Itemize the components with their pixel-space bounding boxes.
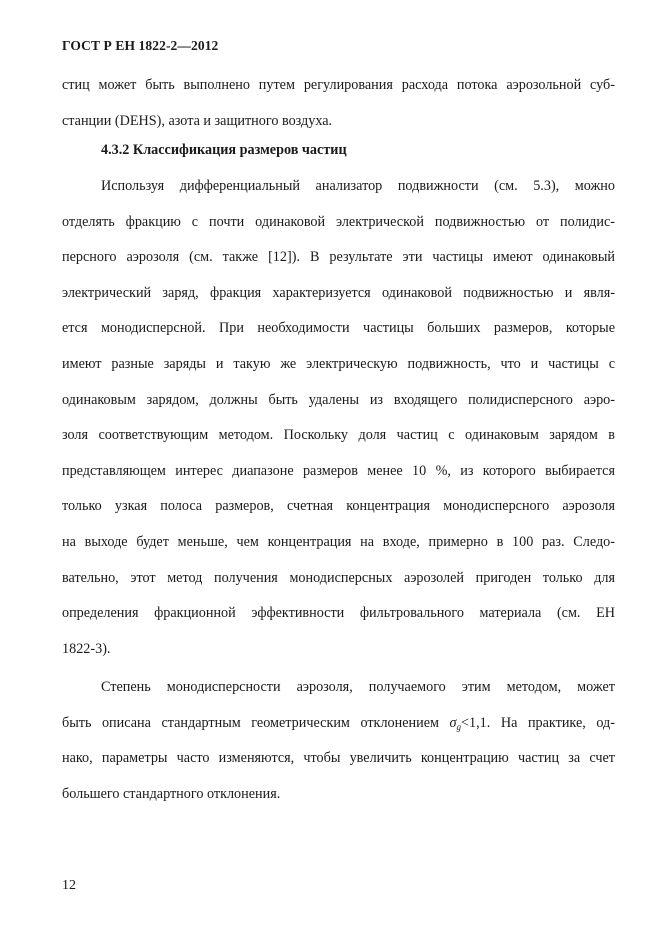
text-line: Степень монодисперсности аэрозоля, получаемого этим методом, может [101, 679, 615, 695]
text-line: станции (DEHS), азота и защитного воздуха. [62, 112, 333, 129]
text-line: представляющем интерес диапазоне размеров менее 10 %, из которого выбирается [62, 462, 615, 479]
paragraph-classification [62, 169, 615, 667]
text-line: вательно, этот метод получения монодисперсных аэрозолей пригоден только для [62, 569, 615, 586]
text-line: персного аэрозоля (см. также [12]). В результате эти частицы имеют одинаковый [62, 249, 615, 266]
text-line: Используя дифференциальный анализатор подвижности (см. 5.3), можно [101, 178, 615, 194]
text-line-with-formula [62, 706, 615, 742]
text-line: ется монодисперсной. При необходимости частицы больших размеров, которые [62, 320, 615, 337]
text-line: нако, параметры часто изменяются, чтобы увеличить концентрацию частиц за счет [62, 750, 615, 767]
text-line: стиц может быть выполнено путем регулирования расхода потока аэрозольной суб- [62, 77, 615, 93]
page-number: 12 [62, 878, 76, 893]
text-line: 1822-3). [62, 640, 111, 657]
text-line: определения фракционной эффективности фильтровального материала (см. ЕН [62, 605, 615, 622]
document-header: ГОСТ Р ЕН 1822-2—2012 [62, 38, 219, 53]
text-line: на выходе будет меньше, чем концентрация на входе, примерно в 100 раз. Следо- [62, 533, 615, 550]
sigma-subscript: g [456, 721, 462, 732]
sigma-symbol [450, 715, 462, 731]
text-line: электрический заряд, фракция характеризуется одинаковой подвижностью и явля- [62, 284, 615, 301]
sigma-letter: σ [449, 714, 457, 731]
text-line: одинаковым зарядом, должны быть удалены из входящего полидисперсного аэро- [62, 391, 615, 408]
paragraph-continuation [62, 68, 615, 139]
text-line: большего стандартного отклонения. [62, 785, 281, 802]
paragraph-monodispersity [62, 670, 615, 812]
section-heading: 4.3.2 Классификация размеров частиц [101, 142, 347, 158]
text-line: имеют разные заряды и такую же электрическую подвижность, что и частицы с [62, 355, 615, 372]
text-fragment: быть описана стандартным геометрическим отклонением [62, 714, 450, 731]
text-line: отделять фракцию с почти одинаковой электрической подвижностью от полидис- [62, 213, 615, 230]
text-line: золя соответствующим методом. Поскольку доля частиц с одинаковым зарядом в [62, 427, 615, 444]
text-fragment: <1,1. На практике, од- [461, 714, 615, 731]
text-line: только узкая полоса размеров, счетная концентрация монодисперсного аэрозоля [62, 498, 615, 515]
